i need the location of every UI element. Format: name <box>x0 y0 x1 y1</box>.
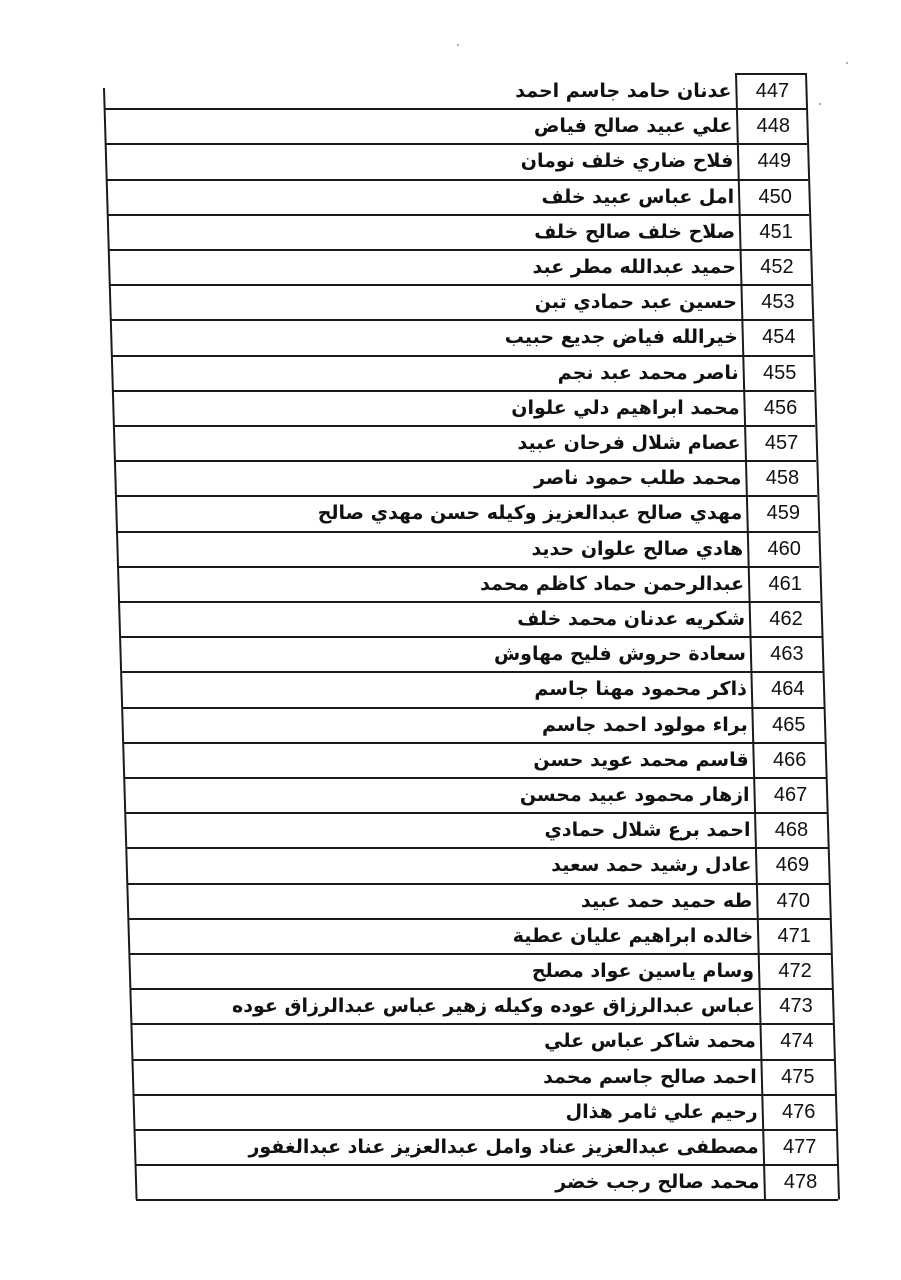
row-number: 471 <box>777 924 811 947</box>
person-name: براء مولود احمد جاسم <box>541 713 748 736</box>
row-number: 475 <box>781 1065 815 1088</box>
row-number: 467 <box>773 784 808 806</box>
row-number: 461 <box>768 572 802 595</box>
row-number: 470 <box>776 889 810 912</box>
person-name: عباس عبدالرزاق عوده وكيله زهير عباس عبدالرزاق عوده <box>232 995 756 1018</box>
person-name: خيرالله فياض جديع حبيب <box>504 326 738 349</box>
row-number: 450 <box>758 185 792 208</box>
person-name: شكريه عدنان محمد خلف <box>517 608 746 630</box>
person-name: خالده ابراهيم عليان عطية <box>512 924 754 947</box>
row-number: 474 <box>780 1030 814 1053</box>
person-name: محمد ابراهيم دلي علوان <box>511 396 740 419</box>
person-name: علي عبيد صالح فياض <box>533 115 733 138</box>
person-name: ذاكر محمود مهنا جاسم <box>534 678 747 701</box>
person-name: عادل رشيد حمد سعيد <box>551 854 752 877</box>
person-name: مهدي صالح عبدالعزيز وكيله حسن مهدي صالح <box>317 502 743 525</box>
person-name: احمد برع شلال حمادي <box>544 819 751 842</box>
row-number: 473 <box>779 995 813 1018</box>
person-name: وسام ياسين عواد مصلح <box>531 960 755 982</box>
person-name: مصطفى عبدالعزيز عناد وامل عبدالعزيز عناد عبدالغفور <box>248 1136 759 1158</box>
row-number: 455 <box>763 361 797 384</box>
row-number: 466 <box>772 748 807 771</box>
person-name: احمد صالح جاسم محمد <box>543 1065 757 1088</box>
person-name: قاسم محمد عويد حسن <box>533 748 749 771</box>
row-number: 469 <box>775 854 810 877</box>
row-number: 463 <box>770 643 804 666</box>
row-number: 451 <box>759 220 793 243</box>
row-number: 457 <box>764 432 799 454</box>
person-name: عبدالرحمن حماد كاظم محمد <box>480 572 745 595</box>
scan-speck <box>846 62 848 64</box>
row-number: 476 <box>782 1100 816 1123</box>
table-bottom-border <box>136 1199 838 1201</box>
row-number: 452 <box>760 256 794 278</box>
row-number: 456 <box>763 396 798 419</box>
row-number: 448 <box>756 115 791 138</box>
person-name: حميد عبدالله مطر عبد <box>532 256 736 278</box>
person-name: امل عباس عبيد خلف <box>541 185 735 208</box>
row-number: 478 <box>783 1171 818 1194</box>
person-name: عدنان حامد جاسم احمد <box>515 80 732 102</box>
row-number: 449 <box>757 150 791 173</box>
person-name: ازهار محمود عبيد محسن <box>519 784 750 806</box>
row-number: 454 <box>762 326 796 349</box>
person-name: صلاح خلف صالح خلف <box>534 220 736 243</box>
scan-speck <box>457 44 459 46</box>
row-number: 462 <box>769 608 803 630</box>
row-number: 447 <box>755 80 790 102</box>
row-number: 458 <box>765 467 800 490</box>
person-name: محمد صالح رجب خضر <box>555 1171 760 1194</box>
person-name: سعادة حروش فليح مهاوش <box>493 643 746 666</box>
row-number: 477 <box>782 1136 817 1158</box>
person-name: محمد شاكر عباس علي <box>544 1030 756 1053</box>
person-name: هادي صالح علوان حديد <box>531 537 744 560</box>
row-number: 472 <box>778 960 812 982</box>
row-number: 459 <box>766 502 801 525</box>
scan-speck <box>819 103 821 105</box>
person-name: طه حميد حمد عبيد <box>581 889 753 912</box>
row-number: 460 <box>767 537 801 560</box>
row-number: 468 <box>774 819 809 842</box>
person-name: محمد طلب حمود ناصر <box>534 467 742 490</box>
row-number: 465 <box>772 713 806 736</box>
person-name: حسين عبد حمادي تبن <box>534 291 737 314</box>
person-name: رحيم علي ثامر هذال <box>565 1100 758 1123</box>
table-left-border <box>103 88 138 1199</box>
person-name: ناصر محمد عبد نجم <box>557 361 739 384</box>
row-number: 464 <box>771 678 805 701</box>
row-number: 453 <box>761 291 795 314</box>
person-name: فلاح ضاري خلف نومان <box>520 150 734 173</box>
person-name: عصام شلال فرحان عبيد <box>517 432 741 454</box>
